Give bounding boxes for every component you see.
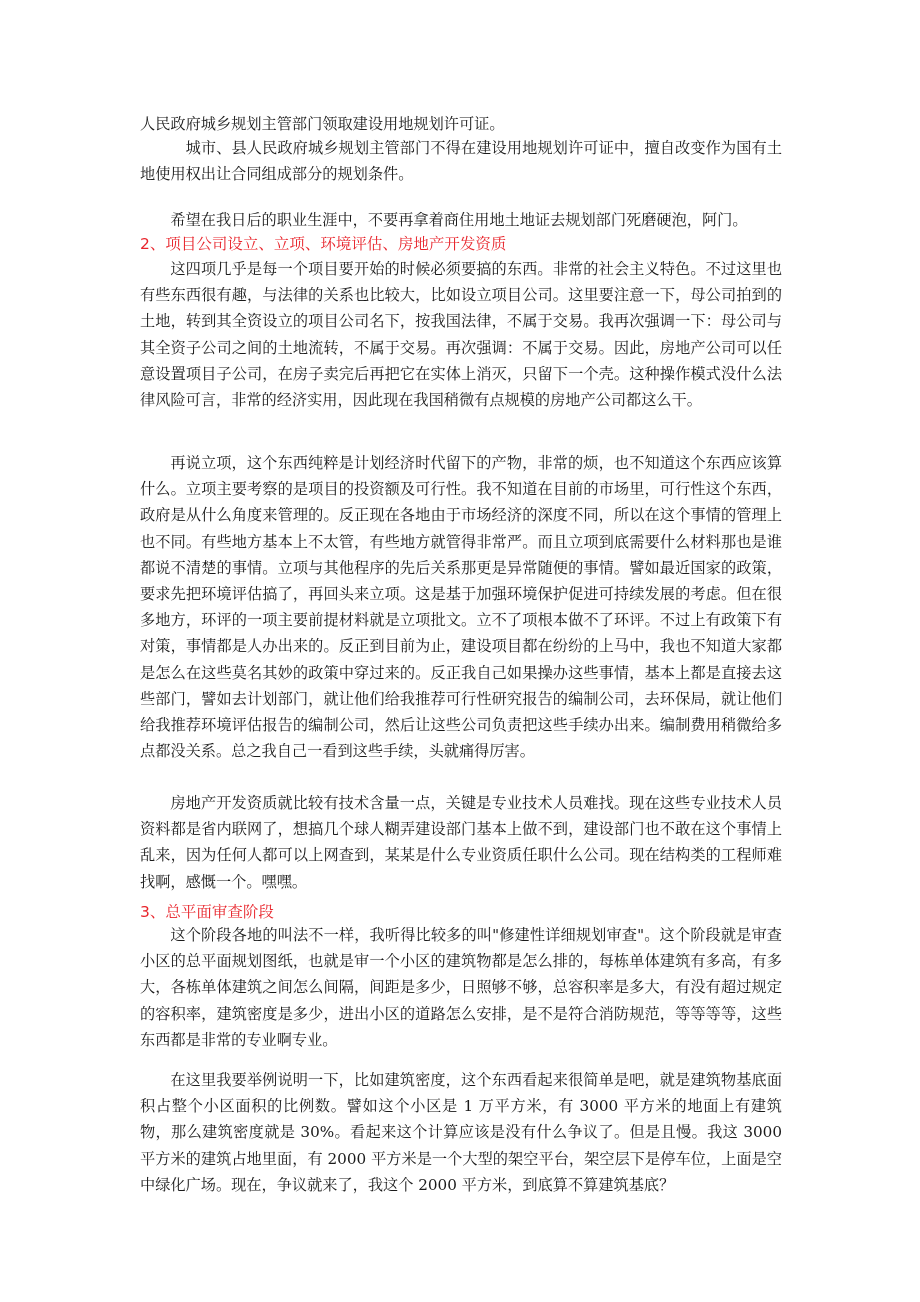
section-heading-2: 2、项目公司设立、立项、环境评估、房地产开发资质 [140, 235, 507, 253]
paragraph-permit-end: 人民政府城乡规划主管部门领取建设用地规划许可证。 [140, 115, 505, 133]
paragraph-site-plan-review: 这个阶段各地的叫法不一样，我听得比较多的叫"修建性详细规划审查"。这个阶段就是审查小区的总平面规划图纸，也就是审一个小区的建筑物都是怎么排的，每栋单体建筑有多高，有多大，各栋单体建筑之间怎么间隔，间距是多少，日照够不够，总容积率是多大，有没有超过规定的容积率，建筑密度是多少，进出小区的道路怎么安排，是不是符合消防规范，等等等等，这些东西都是非常的专业啊专业。 [140, 926, 782, 1049]
paragraph-planning-conditions: 城市、县人民政府城乡规划主管部门不得在建设用地规划许可证中，擅自改变作为国有土地使用权出让合同组成部分的规划条件。 [140, 139, 782, 184]
paragraph-project-company: 这四项几乎是每一个项目要开始的时候必须要搞的东西。非常的社会主义特色。不过这里也有些东西很有趣，与法律的关系也比较大，比如设立项目公司。这里要注意一下，母公司拍到的土地，转到其全资设立的项目公司名下，按我国法律，不属于交易。我再次强调一下：母公司与其全资子公司之间的土地流转，不属于交易。再次强调：不属于交易。因此，房地产公司可以任意设置项目子公司，在房子卖完后再把它在实体上消灭，只留下一个壳。这种操作模式没什么法律风险可言，非常的经济实用，因此现在我国稍微有点规模的房地产公司都这么干。 [140, 260, 782, 410]
section-heading-3: 3、总平面审查阶段 [140, 903, 274, 921]
paragraph-project-approval: 再说立项，这个东西纯粹是计划经济时代留下的产物，非常的烦，也不知道这个东西应该算什么。立项主要考察的是项目的投资额及可行性。我不知道在目前的市场里，可行性这个东西，政府是从什么角度来管理的。反正现在各地由于市场经济的深度不同，所以在这个事情的管理上也不同。有些地方基本上不太管，有些地方就管得非常严。而且立项到底需要什么材料那也是谁都说不清楚的事情。立项与其他程序的先后关系那更是异常随便的事情。譬如最近国家的政策，要求先把环境评估搞了，再回头来立项。这是基于加强环境保护促进可持续发展的考虑。但在很多地方，环评的一项主要前提材料就是立项批文。立不了项根本做不了环评。不过上有政策下有对策，事情都是人办出来的。反正到目前为止，建设项目都在纷纷的上马中，我也不知道大家都是怎么在这些莫名其妙的政策中穿过来的。反正我自己如果操办这些事情，基本上都是直接去这些部门，譬如去计划部门，就让他们给我推荐可行性研究报告的编制公司，去环保局，就让他们给我推荐环境评估报告的编制公司，然后让这些公司负责把这些手续办出来。编制费用稍微给多点都没关系。总之我自己一看到这些手续，头就痛得厉害。 [140, 454, 782, 761]
paragraph-career-hope: 希望在我日后的职业生涯中，不要再拿着商住用地土地证去规划部门死磨硬泡，阿门。 [170, 211, 748, 229]
paragraph-qualification: 房地产开发资质就比较有技术含量一点，关键是专业技术人员难找。现在这些专业技术人员资料都是省内联网了，想搞几个球人糊弄建设部门基本上做不到，建设部门也不敢在这个事情上乱来，因为任何人都可以上网查到，某某是什么专业资质任职什么公司。现在结构类的工程师难找啊，感慨一个。嘿嘿。 [140, 794, 782, 891]
paragraph-building-density: 在这里我要举例说明一下，比如建筑密度，这个东西看起来很简单是吧，就是建筑物基底面积占整个小区面积的比例数。譬如这个小区是 1 万平方米，有 3000 平方米的地面上有建筑物，那么建筑密度就是 30%。看起来这个计算应该是没有什么争议了。但是且慢。我这 3000 平方米的建筑占地里面，有 2000 平方米是一个大型的架空平台，架空层下是停车位，上面是空中绿化广场。现在，争议就来了，我这个 2000 平方米，到底算不算建筑基底？ [140, 1071, 782, 1194]
